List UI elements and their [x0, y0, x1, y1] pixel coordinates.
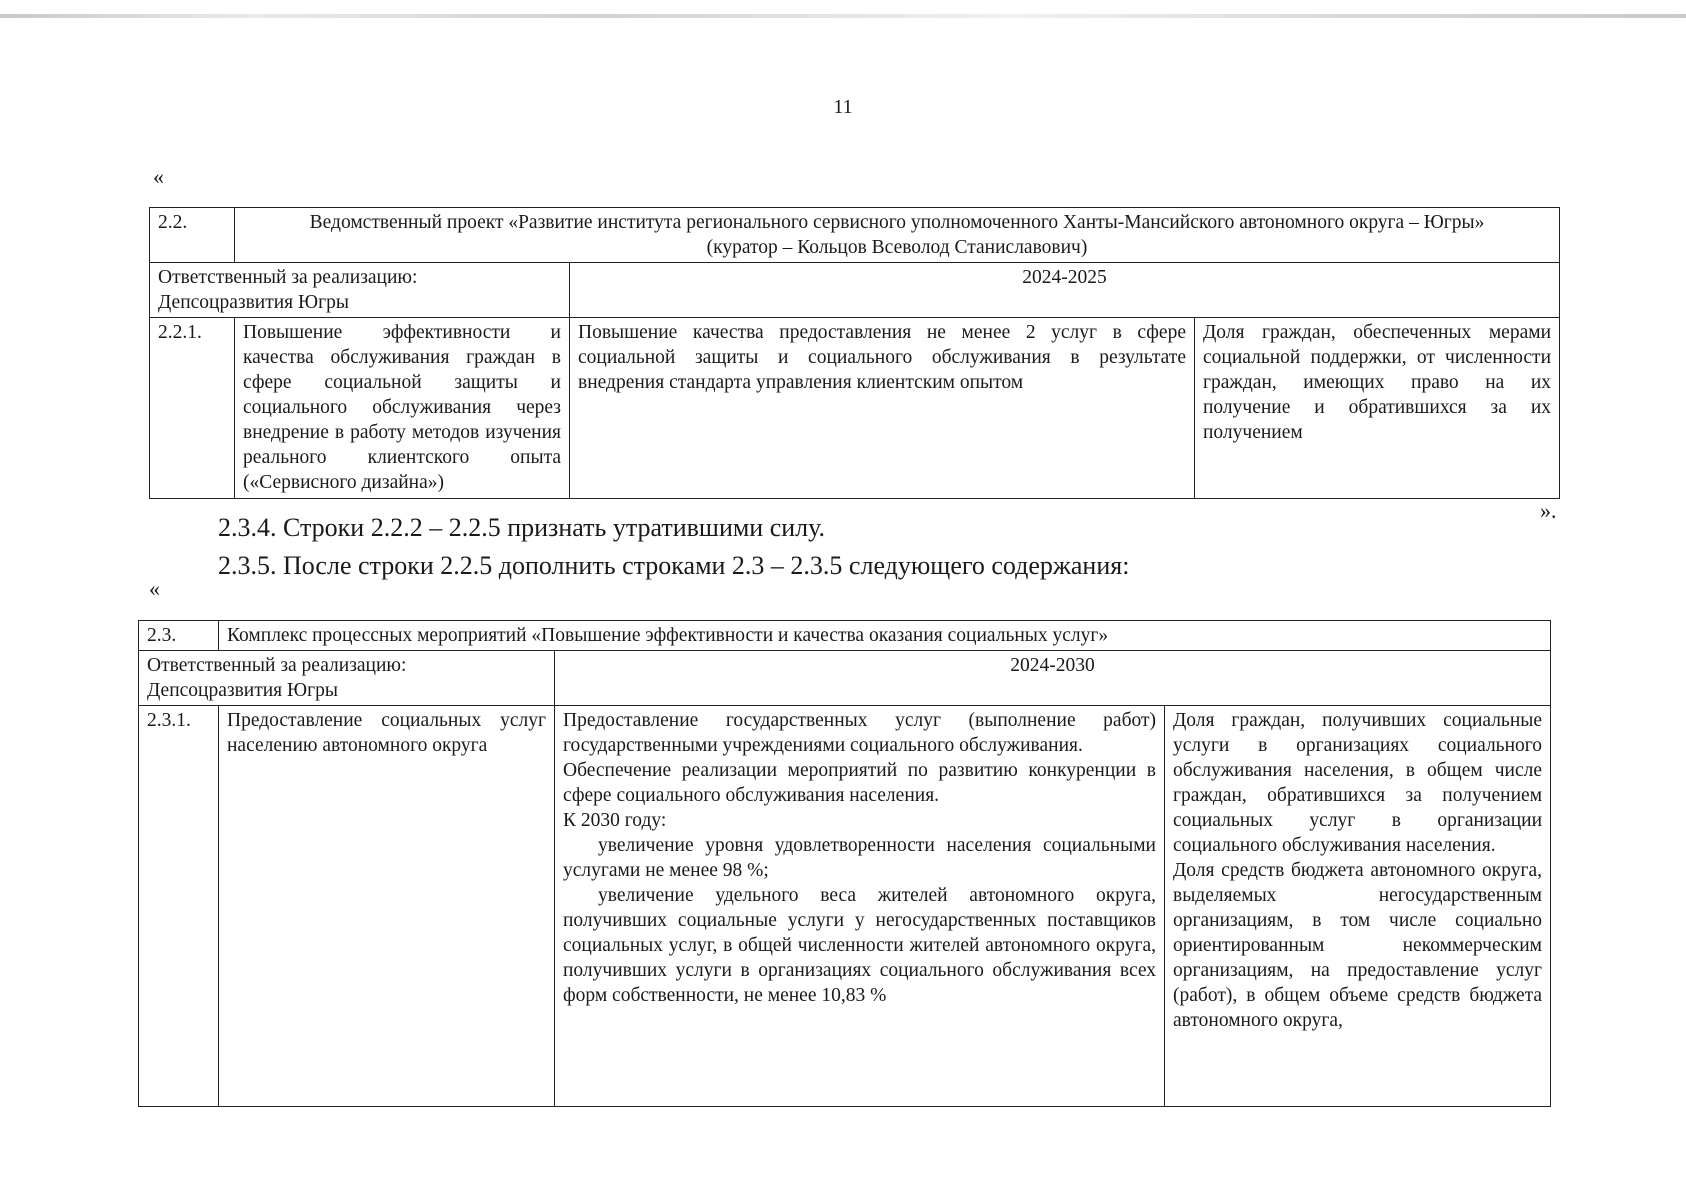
scan-edge-artifact [0, 14, 1686, 18]
result-line: увеличение удельного веса жителей автономного округа, получивших социальные услуги у негосударственных поставщиков социальных услуг, в общей численности жителей автономного округа, получивших услуги в организациях социального обслуживания всех форм собственности, не менее 10,83 % [563, 885, 1156, 1006]
result-line: Обеспечение реализации мероприятий по развитию конкуренции в сфере социального обслуживания населения. [563, 760, 1156, 806]
result-line: увеличение уровня удовлетворенности населения социальными услугами не менее 98 %; [563, 835, 1156, 881]
result-cell: Повышение качества предоставления не менее 2 услуг в сфере социальной защиты и социального обслуживания в результате внедрения стандарта управления клиентским опытом [570, 318, 1195, 499]
responsible-value: Депсоцразвития Югры [147, 680, 338, 701]
paragraph-2-3-5: 2.3.5. После строки 2.2.5 дополнить строками 2.3 – 2.3.5 следующего содержания: [218, 551, 1130, 580]
period: 2024-2025 [570, 263, 1560, 318]
indicator-cell [1165, 706, 1551, 1107]
responsible-value: Депсоцразвития Югры [158, 292, 349, 313]
responsible-label: Ответственный за реализацию: [158, 267, 418, 288]
responsible-cell [139, 651, 555, 706]
result-line: К 2030 году: [563, 810, 667, 831]
table-row [139, 651, 1551, 706]
indicator-line: Доля граждан, получивших социальные услуги в организациях социального обслуживания населения, в общем числе граждан, обратившихся за получением социальных услуг в организации социального обслуживания населения. [1173, 710, 1543, 856]
row-number: 2.3. [139, 621, 219, 651]
period: 2024-2030 [555, 651, 1551, 706]
table-row [150, 208, 1560, 263]
paragraph-2-3-4: 2.3.4. Строки 2.2.2 – 2.2.5 признать утратившими силу. [218, 513, 826, 542]
open-quote-1: « [153, 164, 164, 189]
responsible-label: Ответственный за реализацию: [147, 655, 407, 676]
indicator-cell: Доля граждан, обеспеченных мерами социальной поддержки, от численности граждан, имеющих право на их получение и обратившихся за их получением [1195, 318, 1560, 499]
table-row [139, 621, 1551, 651]
task-cell: Повышение эффективности и качества обслуживания граждан в сфере социальной защиты и социального обслуживания через внедрение в работу методов изучения реального клиентского опыта («Сервисного дизайна») [235, 318, 570, 499]
sub-row-number: 2.2.1. [150, 318, 235, 499]
open-quote-2: « [149, 576, 160, 601]
table-row [150, 263, 1560, 318]
row-number: 2.2. [150, 208, 235, 263]
table-row [139, 706, 1551, 1107]
sub-row-number: 2.3.1. [139, 706, 219, 1107]
page-number: 11 [833, 96, 853, 118]
table-row [150, 318, 1560, 499]
task-cell: Предоставление социальных услуг населению автономного округа [219, 706, 555, 1107]
project-title: Ведомственный проект «Развитие института регионального сервисного уполномоченного Ханты-Мансийского автономного округа – Югры» (куратор – Кольцов Всеволод Станиславович) [235, 208, 1560, 263]
result-line: Предоставление государственных услуг (выполнение работ) государственными учреждениями социального обслуживания. [563, 710, 1156, 756]
responsible-cell [150, 263, 570, 318]
table-project-2-2 [149, 207, 1560, 499]
result-cell [555, 706, 1165, 1107]
close-quote: ». [1540, 498, 1557, 523]
indicator-line: Доля средств бюджета автономного округа, выделяемых негосударственным организациям, в том числе социально ориентированным некоммерческим организациям, на предоставление услуг (работ), в общем объеме средств бюджета автономного округа, [1173, 860, 1543, 1031]
complex-title: Комплекс процессных мероприятий «Повышение эффективности и качества оказания социальных услуг» [219, 621, 1551, 651]
table-complex-2-3 [138, 620, 1551, 1107]
